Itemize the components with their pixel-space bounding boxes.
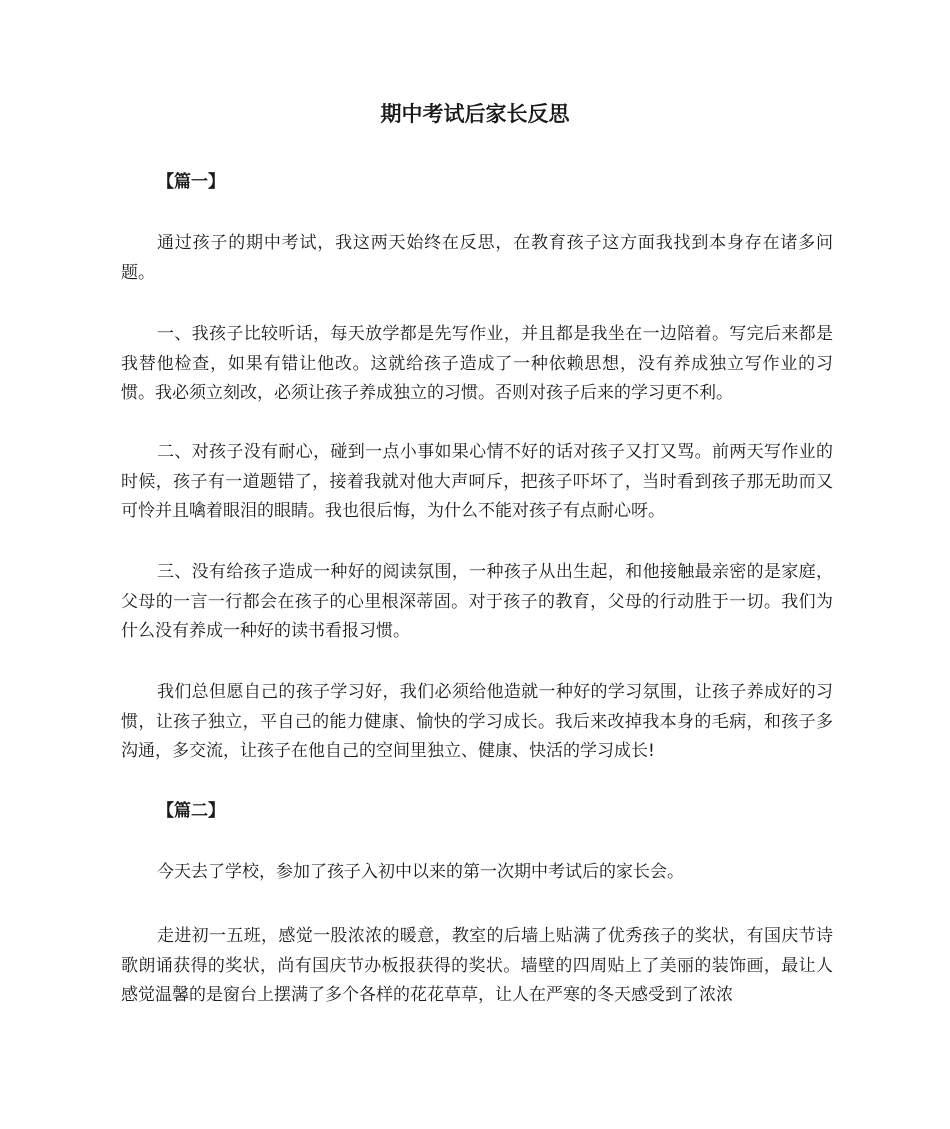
paragraph: 一、我孩子比较听话，每天放学都是先写作业，并且都是我坐在一边陪着。写完后来都是我替他检查，如果有错让他改。这就给孩子造成了一种依赖思想，没有养成独立写作业的习惯。我必须立刻改，必须让孩子养成独立的习惯。否则对孩子后来的学习更不利。 <box>121 324 833 403</box>
paragraph: 三、没有给孩子造成一种好的阅读氛围，一种孩子从出生起，和他接触最亲密的是家庭，父母的一言一行都会在孩子的心里根深蒂固。对于孩子的教育，父母的行动胜于一切。我们为什么没有养成一种好的读书看报习惯。 <box>121 562 833 641</box>
paragraph: 二、对孩子没有耐心，碰到一点小事如果心情不好的话对孩子又打又骂。前两天写作业的时候，孩子有一道题错了，接着我就对他大声呵斥，把孩子吓坏了，当时看到孩子那无助而又可怜并且噙着眼泪的眼睛。我也很后悔，为什么不能对孩子有点耐心呀。 <box>121 442 833 521</box>
document-title: 期中考试后家长反思 <box>380 102 570 126</box>
section-heading-1: 【篇一】 <box>157 172 225 192</box>
paragraph: 我们总但愿自己的孩子学习好，我们必须给他造就一种好的学习氛围，让孩子养成好的习惯，让孩子独立，平自己的能力健康、愉快的学习成长。我后来改掉我本身的毛病，和孩子多沟通，多交流，让孩子在他自己的空间里独立、健康、快活的学习成长! <box>121 682 833 761</box>
paragraph: 今天去了学校，参加了孩子入初中以来的第一次期中考试后的家长会。 <box>157 862 684 882</box>
section-heading-2: 【篇二】 <box>157 801 225 821</box>
paragraph: 走进初一五班，感觉一股浓浓的暖意，教室的后墙上贴满了优秀孩子的奖状，有国庆节诗歌朗诵获得的奖状，尚有国庆节办板报获得的奖状。墙壁的四周贴上了美丽的装饰画，最让人感觉温馨的是窗台上摆满了多个各样的花花草草，让人在严寒的冬天感受到了浓浓 <box>121 926 833 1005</box>
paragraph: 通过孩子的期中考试，我这两天始终在反思，在教育孩子这方面我找到本身存在诸多问题。 <box>121 233 833 283</box>
